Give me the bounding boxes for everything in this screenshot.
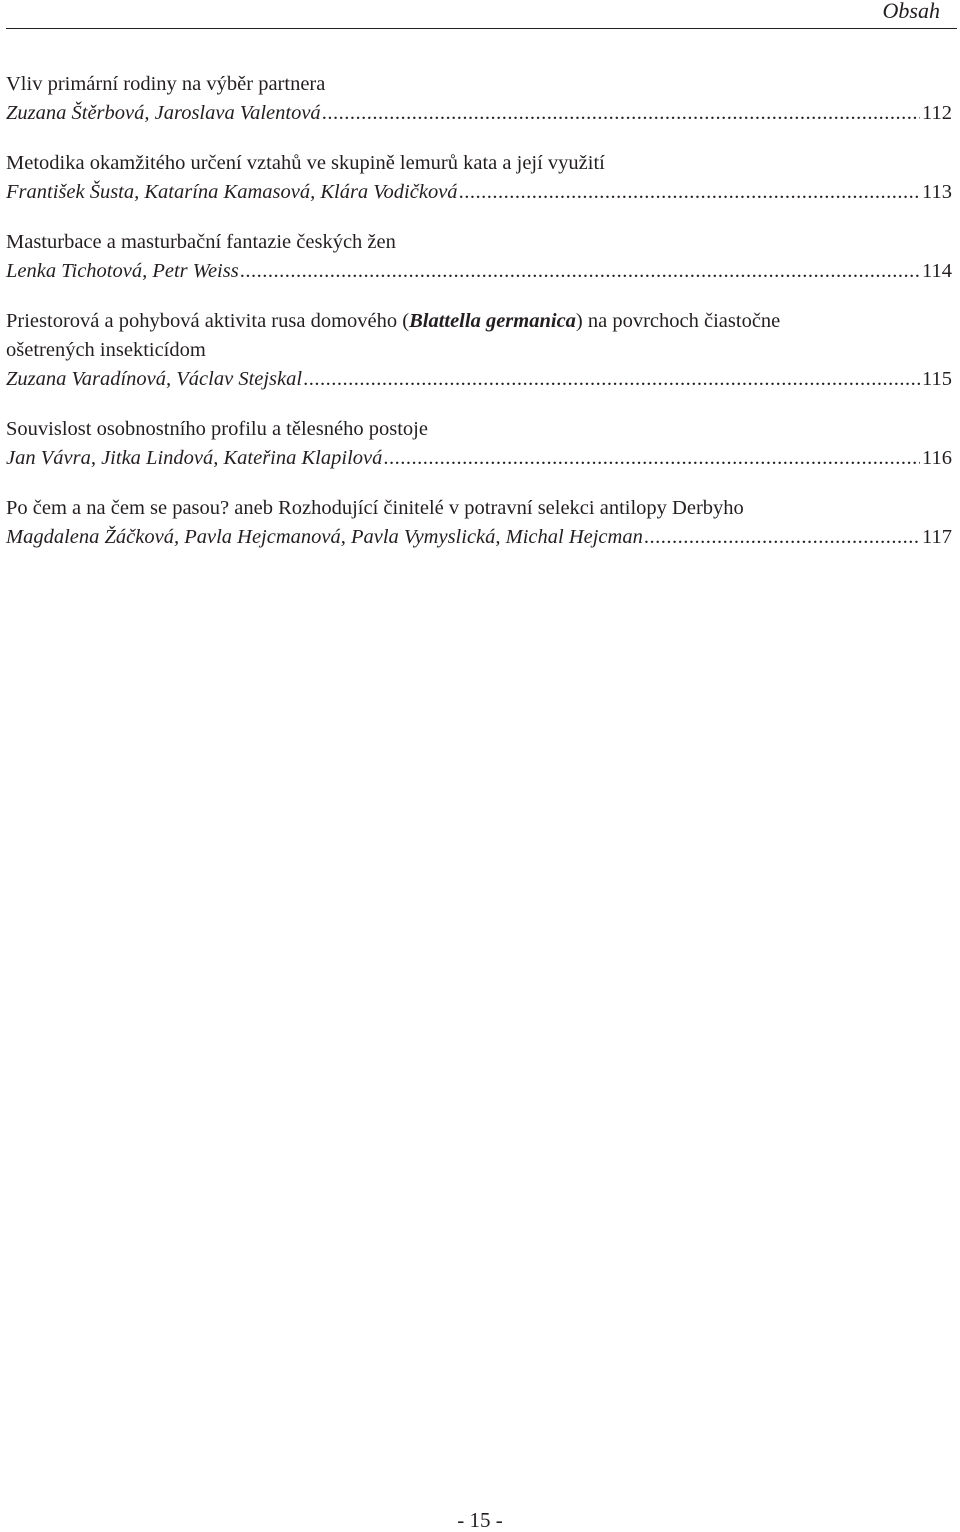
header-rule xyxy=(6,28,957,29)
toc-entry[interactable] xyxy=(6,415,952,473)
toc-entry[interactable] xyxy=(6,70,952,128)
toc-entry[interactable] xyxy=(6,494,952,552)
dot-leader xyxy=(644,523,920,552)
toc-entry[interactable] xyxy=(6,228,952,286)
species-name: Blattella germanica xyxy=(409,310,576,332)
toc-entry[interactable] xyxy=(6,149,952,207)
toc-entry-title: Souvislost osobnostního profilu a tělesného postoje xyxy=(6,418,428,440)
dot-leader xyxy=(459,178,920,207)
table-of-contents xyxy=(6,70,952,573)
toc-entry-title-end: ) na povrchoch čiastočne xyxy=(575,310,781,332)
toc-entry-author-line xyxy=(6,444,952,473)
toc-entry-title xyxy=(6,307,952,336)
toc-entry-page-number: 115 xyxy=(922,368,952,390)
toc-entry-authors: Zuzana Varadínová, Václav Stejskal xyxy=(6,368,303,390)
toc-entry-title-continuation: ošetrených insekticídom xyxy=(6,339,206,361)
page-number-footer: - 15 - xyxy=(457,1508,503,1532)
toc-entry-authors: Zuzana Štěrbová, Jaroslava Valentová xyxy=(6,102,321,124)
dot-leader xyxy=(322,99,920,128)
toc-entry-authors: Lenka Tichotová, Petr Weiss xyxy=(6,260,239,282)
dot-leader xyxy=(303,365,920,394)
toc-entry-authors: Jan Vávra, Jitka Lindová, Kateřina Klapilová xyxy=(6,447,383,469)
toc-entry-page-number: 114 xyxy=(922,260,952,282)
toc-entry-page-number: 116 xyxy=(922,447,952,469)
toc-entry-title: Metodika okamžitého určení vztahů ve skupině lemurů kata a její využití xyxy=(6,152,605,174)
toc-entry-author-line xyxy=(6,365,952,394)
toc-entry-author-line xyxy=(6,99,952,128)
toc-entry-author-line xyxy=(6,257,952,286)
toc-entry-page-number: 112 xyxy=(922,102,952,124)
toc-entry-title: Po čem a na čem se pasou? aneb Rozhodující činitelé v potravní selekci antilopy Derbyho xyxy=(6,497,744,519)
toc-entry-title: Vliv primární rodiny na výběr partnera xyxy=(6,73,326,95)
toc-entry-title-start: Priestorová a pohybová aktivita rusa domového ( xyxy=(6,310,410,332)
toc-entry-page-number: 117 xyxy=(922,526,952,548)
toc-entry-title: Masturbace a masturbační fantazie českých žen xyxy=(6,231,396,253)
toc-entry-authors: Magdalena Žáčková, Pavla Hejcmanová, Pavla Vymyslická, Michal Hejcman xyxy=(6,526,643,548)
toc-entry-author-line xyxy=(6,523,952,552)
toc-entry-author-line xyxy=(6,178,952,207)
toc-entry-authors: František Šusta, Katarína Kamasová, Klára Vodičková xyxy=(6,181,458,203)
toc-entry[interactable] xyxy=(6,307,952,394)
dot-leader xyxy=(383,444,920,473)
toc-entry-page-number: 113 xyxy=(922,181,952,203)
dot-leader xyxy=(240,257,920,286)
running-head-title: Obsah xyxy=(882,0,940,23)
